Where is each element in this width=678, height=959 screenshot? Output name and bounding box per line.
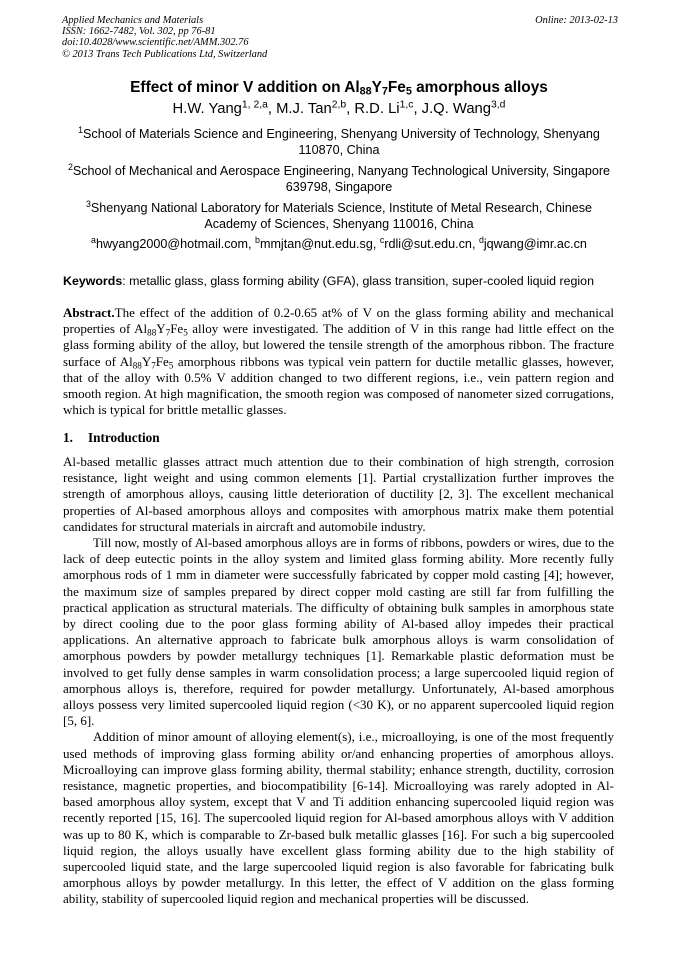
paragraph: Till now, mostly of Al-based amorphous alloys are in forms of ribbons, powders or wires, due to the lack of deep eutectic points in the alloy system and limited glass forming ability. More recently fully amorphous rods of 1 mm in diameter were successfully fabricated by copper mold casting [4]; however, the maximum size of samples prepared by direct copper mold casting are still far from fulfilling the practical application as structural materials. The difficulty of obtaining bulk samples in amorphous state by direct cooling due to the poor glass forming ability of Al-based alloy impedes their practical applications. An alternative approach to fabricate bulk amorphous alloys is warm consolidation of amorphous powders by powder metallurgy techniques [1]. Remarkable plastic deformation must be involved to get fully dense samples in warm consolidation process; a large supercooled liquid region of amorphous alloys is, therefore, required for powder metallurgy. Unfortunately, Al-based amorphous alloys possess very limited supercooled liquid region (<30 K), or no apparent supercooled liquid region [5, 6].: [63, 535, 614, 729]
affiliation-2: $^2$School of Mechanical and Aerospace Engineering, Nanyang Technological University, Singapore 639798, Singapore: [67, 162, 611, 194]
abstract: Abstract.The effect of the addition of 0.2-0.65 at% of V on the glass forming ability and mechanical properties of $Al_{88}Y_7Fe_5$ alloy were investigated. The addition of V in this range had little effect on the glass forming ability of the alloy, but lowered the tensile strength of the amorphous ribbon. The fracture surface of $Al_{88}Y_7Fe_5$ amorphous ribbons was typical vein pattern for ductile metallic glasses, however, that of the alloy with 0.5% V addition changed to two different regions, i.e., vein pattern region and smooth region. At high magnification, the smooth region was composed of nanometer sized corrugations, which is typical for brittle metallic glasses.: [63, 305, 614, 418]
section-heading: 1. Introduction: [63, 430, 160, 445]
author: H.W. Yang: [172, 101, 242, 117]
author-list: H.W. Yang$^{1, 2,a}$, M.J. Tan$^{2,b}$, R.D. Li$^{1,c}$, J.Q. Wang$^{3,d}$: [172, 99, 506, 117]
email-link[interactable]: jqwang@imr.ac.cn: [483, 237, 587, 251]
author: R.D. Li: [354, 101, 400, 117]
author: J.Q. Wang: [421, 101, 492, 117]
email-link[interactable]: rdli@sut.edu.cn: [384, 237, 472, 251]
paragraph: Al-based metallic glasses attract much attention due to their combination of high strength, corrosion resistance, light weight and using common elements [1]. Partial crystallization further improves the strength of amorphous alloys, causing little deterioration of ductility [2, 3]. The excellent mechanical properties of Al-based amorphous alloys and composites with amorphous matrix make them potential candidates for structural materials in aircraft and automobile industry.: [63, 454, 614, 534]
copyright-line: © 2013 Trans Tech Publications Ltd, Switzerland: [62, 48, 268, 60]
keywords-text: metallic glass, glass forming ability (GFA), glass transition, super-cooled liquid region: [129, 274, 594, 288]
email-link[interactable]: hwyang2000@hotmail.com: [95, 237, 249, 251]
email-list: $^a$hwyang2000@hotmail.com, $^b$mmjtan@nut.edu.sg, $^c$rdli@sut.edu.cn, $^d$jqwang@imr.ac.cn: [91, 235, 587, 251]
email-link[interactable]: mmjtan@nut.edu.sg: [259, 237, 373, 251]
paragraph: Addition of minor amount of alloying element(s), i.e., microalloying, is one of the most frequently used methods of improving glass forming ability or/and enhancing properties of amorphous alloys. Microalloying can improve glass forming ability, thermal stability; enhance strength, ductility, corrosion resistance, magnetic properties, and biocompatibility [6-14]. Microalloying was rarely adopted in Al-based amorphous alloy system, except that V and Ti addition enhancing supercooled liquid region was recently reported [15, 16]. The supercooled liquid region for Al-based amorphous alloys with V addition was up to 80 K, which is comparable to Zr-based bulk metallic glasses [16]. For such a big supercooled liquid region, the alloys usually have excellent glass forming ability due to the high stability of supercooled liquid state, and the large supercooled liquid region is also favorable for fabricating bulk amorphous alloys by powder metallurgy. In this letter, the effect of V addition on the glass forming ability, stability of supercooled liquid region and mechanical properties will be discussed.: [63, 729, 614, 907]
journal-name: Applied Mechanics and Materials: [62, 15, 204, 26]
online-date: Online: 2013-02-13: [535, 15, 618, 26]
affiliation-1: $^1$School of Materials Science and Engineering, Shenyang University of Technology, Shenyang 110870, China: [78, 125, 600, 157]
keywords-label: Keywords: [63, 274, 123, 288]
issn-line: ISSN: 1662-7482, Vol. 302, pp 76-81: [62, 26, 216, 38]
keywords: Keywords: metallic glass, glass forming ability (GFA), glass transition, super-cooled liquid region: [63, 274, 594, 288]
abstract-label: Abstract.: [63, 305, 115, 320]
paper-title: Effect of minor V addition on $Al_{88}Y_7Fe_5$ amorphous alloys: [130, 79, 548, 98]
author: M.J. Tan: [276, 101, 332, 117]
journal-header: [62, 15, 618, 60]
introduction-body: [63, 454, 614, 908]
affiliation-3: $^3$Shenyang National Laboratory for Materials Science, Institute of Metal Research, Chinese Academy of Sciences, Shenyang 110016, China: [85, 199, 593, 231]
doi-line: doi:10.4028/www.scientific.net/AMM.302.76: [62, 37, 249, 49]
